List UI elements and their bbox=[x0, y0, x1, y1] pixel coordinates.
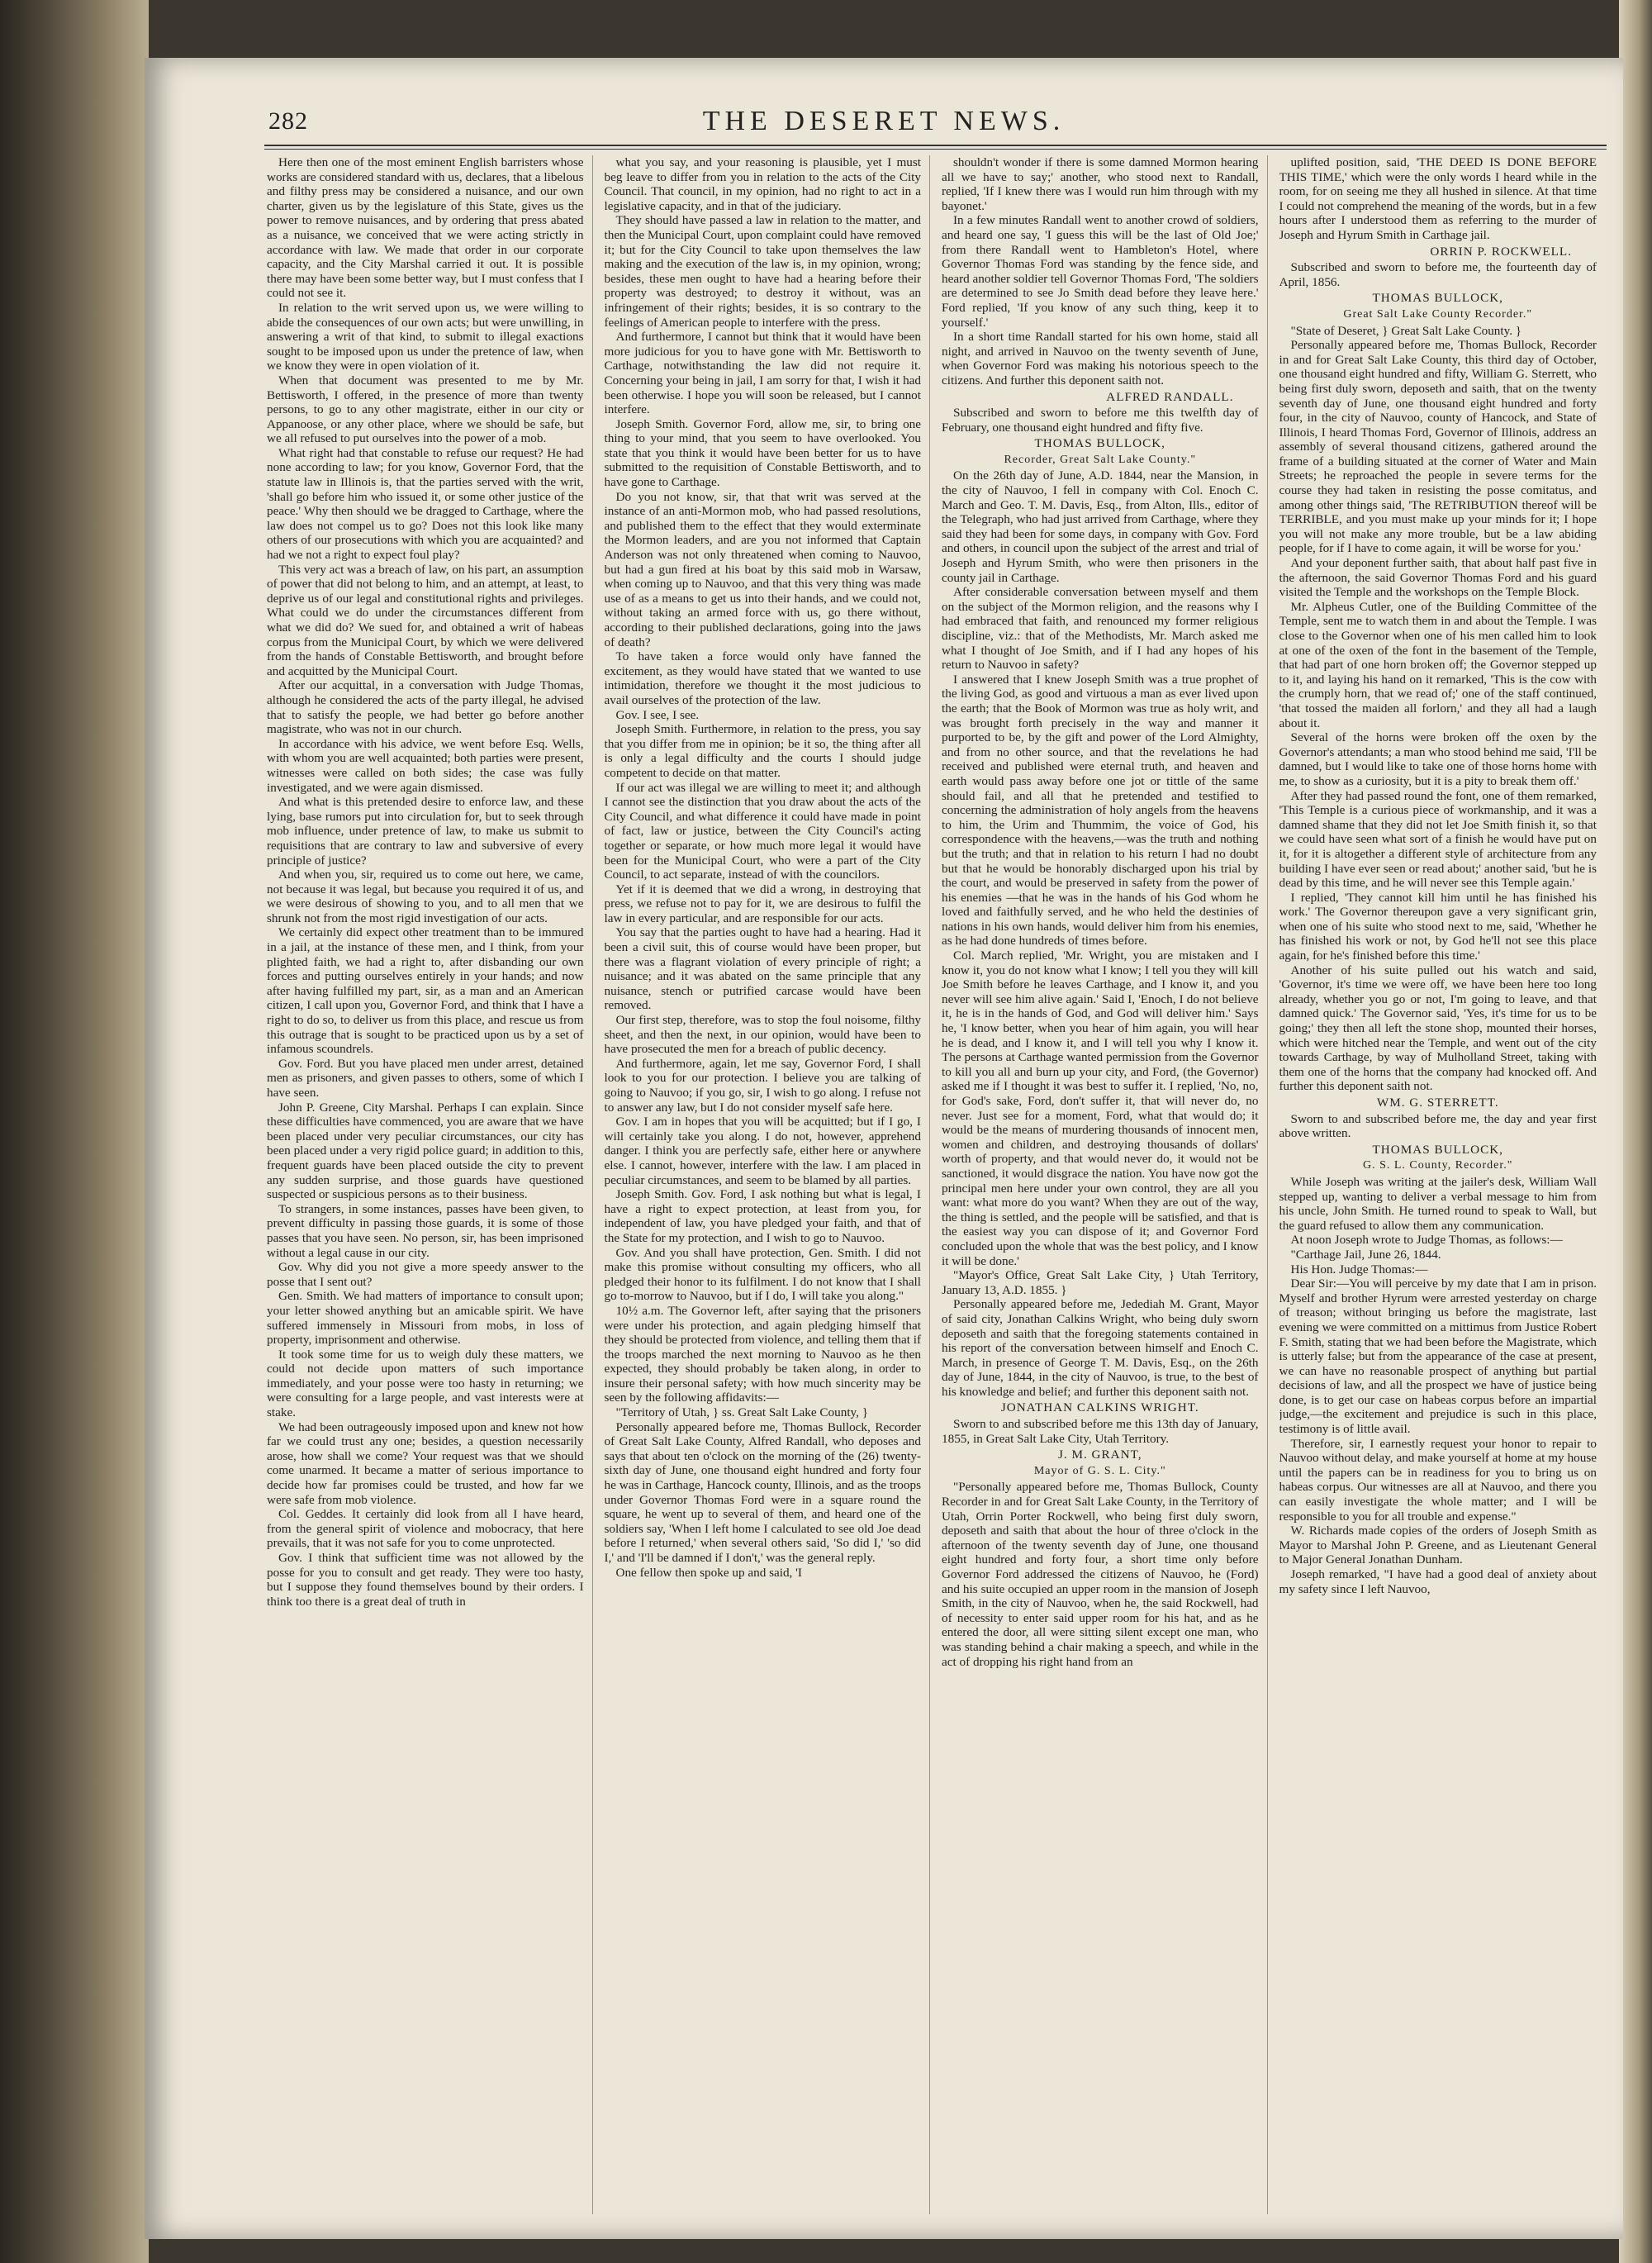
signature-bullock-2: THOMAS BULLOCK, bbox=[1372, 1142, 1503, 1157]
newspaper-page bbox=[145, 58, 1623, 2239]
paragraph: "Carthage Jail, June 26, 1844. bbox=[1290, 1247, 1441, 1262]
paragraph: Our first step, therefore, was to stop the foul noisome, filthy sheet, and then the next, in our opinion, would have been to have prosecuted the men for a breach of public decency. bbox=[604, 1013, 921, 1057]
paragraph: And your deponent further saith, that about half past five in the afternoon, the said Governor Thomas Ford and his guard visited the Temple and the workshops on the Temple Block. bbox=[1279, 556, 1597, 600]
paragraph: Sworn to and subscribed before me this 13th day of January, 1855, in Great Salt Lake City, Utah Territory. bbox=[942, 1417, 1259, 1446]
signature-grant: J. M. GRANT, bbox=[1057, 1448, 1142, 1462]
header-rule bbox=[264, 145, 1607, 150]
signature-rockwell: ORRIN P. ROCKWELL. bbox=[1430, 244, 1572, 259]
paragraph: "Personally appeared before me, Thomas Bullock, County Recorder in and for Great Salt Lake County, in the Territory of Utah, Orrin Porter Rockwell, who being first duly sworn, deposeth and saith that about the hour of three o'clock in the afternoon of the twenty seventh day of June, one thousand eight hundred and forty four, a short time only before Governor Ford addressed the citizens of Nauvoo, he (Ford) and his suite occupied an upper room in the mansion of Joseph Smith, in the city of Nauvoo, when he, the said Rockwell, had of necessity to enter said upper room for his hat, and as he entered the door, all were sitting silent except one man, who was standing behind a chair making a speech, and while in the act of dropping his right hand from an bbox=[942, 1480, 1259, 1669]
paragraph: After our acquittal, in a conversation with Judge Thomas, although he considered the acts of the party illegal, he advised that to satisfy the people, we had better go before another magistrate, who was not in our church. bbox=[267, 678, 584, 737]
paragraph: Col. Geddes. It certainly did look from all I have heard, from the general spirit of violence and mobocracy, that here prevails, that it was not safe for you to come unprotected. bbox=[267, 1507, 584, 1551]
paragraph: And furthermore, again, let me say, Governor Ford, I shall look to you for our protection. I believe you are talking of going to Nauvoo; if you go, sir, I wish to go along. I refuse not to answer any law, but I do not consider myself safe here. bbox=[604, 1056, 921, 1115]
paragraph: One fellow then spoke up and said, 'I bbox=[615, 1565, 802, 1580]
paragraph: And when you, sir, required us to come out here, we came, not because it was legal, but because you required it of us, and we were desirous of showing to you, and to all men that we shrunk not from the most rigid investigation of our acts. bbox=[267, 868, 584, 925]
paragraph: Col. March replied, 'Mr. Wright, you are mistaken and I know it, you do not know what I know; I tell you they will kill Joe Smith before he leaves Carthage, and I know it, and you never will see him alive again.' Said I, 'Enoch, I do not believe it, he is in the hands of God, and God will deliver him.' Says he, 'I know better, when you hear of him again, you will hear he is dead, and I know it, and I will tell you why I know it. The persons at Carthage wanted permission from the Governor to kill you all and burn up your city, and Ford, (the Governor) asked me if I thought it was best to suffer it. I replied, 'No, no, for God's sake, Ford, don't suffer it, that will never do, no never. Just see for a moment, Ford, what that would do; it would be the means of murdering thousands of innocent men, women and children, and destroying thousands of dollars' worth of property, and that would never do, it would not be sanctioned, it would disgrace the nation. You have now got the principal men here under your own control, they are all you want: what more do you want? When they are out of the way, the thing is settled, and the people will be satisfied, and that is the easiest way you can dispose of it; and Governor Ford concluded upon the whole that was the best policy, and I know it will be done.' bbox=[942, 948, 1259, 1268]
paragraph: His Hon. Judge Thomas:— bbox=[1290, 1262, 1428, 1277]
columns bbox=[267, 155, 1605, 2214]
paragraph: Subscribed and sworn to before me this twelfth day of February, one thousand eight hundred and fifty five. bbox=[942, 406, 1259, 435]
paragraph: shouldn't wonder if there is some damned Mormon hearing all we have to say;' another, who stood next to Randall, replied, 'If I knew there was I would run him through with my bayonet.' bbox=[942, 155, 1259, 213]
paragraph: Therefore, sir, I earnestly request your honor to repair to Nauvoo without delay, and make yourself at home at my house until the papers can be in readiness for you to bring us on habeas corpus. Our witnesses are all at Nauvoo, and there you can easily investigate the whole matter; and I will be responsible to you for all trouble and expense." bbox=[1279, 1436, 1597, 1524]
paragraph: We had been outrageously imposed upon and knew not how far we could trust any one; besides, a question necessarily arose, how shall we come? Your request was that we should come unarmed. It became a matter of serious importance to decide how far promises could be trusted, and how far we were safe from mob violence. bbox=[267, 1419, 584, 1507]
paragraph: Dear Sir:—You will perceive by my date that I am in prison. Myself and brother Hyrum were arrested yesterday on charge of treason; without bringing us before the magistrate, last evening we were committed on a mittimus from Justice Robert F. Smith, stating that we had been before the Magistrate, which is utterly false; but from the appearance of the case at present, we can have no reasonable prospect of anything but partial decisions of law, and all the prospect we have of justice being done, is to get our case on habeas corpus before an impartial judge,—the excitement and prejudice is such in this place, testimony is of little avail. bbox=[1279, 1277, 1597, 1437]
signature-bullock-2-title: G. S. L. County, Recorder." bbox=[1362, 1159, 1513, 1172]
paragraph: I replied, 'They cannot kill him until he has finished his work.' The Governor thereupon gave a very significant grin, when one of his suite who stood next to me, said, 'Whether he has finished his work or not, by God he'll not see this place again, for he's finished before this time.' bbox=[1279, 890, 1597, 963]
paragraph: "Territory of Utah, } ss. Great Salt Lake County, } bbox=[615, 1405, 869, 1420]
paragraph: W. Richards made copies of the orders of Joseph Smith as Mayor to Marshal John P. Greene, and as Lieutenant General to Major General Jonathan Dunham. bbox=[1279, 1524, 1597, 1567]
column-3 bbox=[942, 155, 1268, 2214]
paragraph: At noon Joseph wrote to Judge Thomas, as follows:— bbox=[1290, 1233, 1563, 1248]
paragraph: While Joseph was writing at the jailer's desk, William Wall stepped up, wanting to deliver a verbal message to him from his uncle, John Smith. He turned round to speak to Wall, but the guard refused to allow them any communication. bbox=[1279, 1174, 1597, 1233]
paragraph: This very act was a breach of law, on his part, an assumption of power that did not belong to him, and an attempt, at least, to deprive us of our legal and constitutional rights and privileges. What could we do under the circumstances different from what we did do? We sued for, and obtained a writ of habeas corpus from the Municipal Court, by which we were delivered from the hands of Constable Bettisworth, and brought before and acquitted by the Municipal Court. bbox=[267, 562, 584, 678]
paragraph: After they had passed round the font, one of them remarked, 'This Temple is a curious piece of workmanship, and it was a damned shame that they did not let Joe Smith finish it, so that we could have seen what sort of a finish he would have put on it, for it is altogether a different style of architecture from any building I have ever seen or read about;' another said, 'but he is dead by this time, and he will never see this Temple again.' bbox=[1279, 788, 1597, 891]
paragraph: Do you not know, sir, that that writ was served at the instance of an anti-Mormon mob, who had passed resolutions, and published them to the effect that they would exterminate the Mormon leaders, and are you not informed that Captain Anderson was not only threatened when coming to Nauvoo, but had a gun fired at his boat by this said mob in Warsaw, when coming up to Nauvoo, and that this very thing was made use of as a means to get us into their hands, and we could not, without taking an armed force with us, go there without, according to their published declarations, going into the jaws of death? bbox=[604, 489, 921, 649]
paragraph: Gov. I see, I see. bbox=[615, 707, 700, 722]
column-2 bbox=[605, 155, 931, 2214]
paragraph: Sworn to and subscribed before me, the day and year first above written. bbox=[1279, 1111, 1597, 1141]
paragraph: Gov. Ford. But you have placed men under arrest, detained men as prisoners, and given passes to others, some of which I have seen. bbox=[267, 1056, 584, 1100]
signature-bullock: THOMAS BULLOCK, bbox=[1372, 291, 1503, 306]
paragraph: When that document was presented to me by Mr. Bettisworth, I offered, in the presence of more than twenty persons, to go to any other magistrate, either in our city or Appanoose, or any other place, where we should be safe, but we all refused to put ourselves into the power of a mob. bbox=[267, 373, 584, 446]
paragraph: what you say, and your reasoning is plausible, yet I must beg leave to differ from you in relation to the acts of the City Council. That council, in my opinion, had no right to act in a legislative capacity, and in that of the judiciary. bbox=[604, 155, 921, 213]
paragraph: Several of the horns were broken off the oxen by the Governor's attendants; a man who stood behind me said, 'I'll be damned, but I would like to take one of those horns home with me, to show as a curiosity, but it is a pity to break them off.' bbox=[1279, 730, 1597, 788]
book-binding bbox=[0, 0, 149, 2263]
signature-randall: ALFRED RANDALL. bbox=[1106, 389, 1234, 404]
paragraph: I answered that I knew Joseph Smith was a true prophet of the living God, as good and virtuous a man as ever lived upon the earth; that the Book of Mormon was true as holy writ, and was brought forth precisely in the way and manner it purported to be, by the gift and power of the Lord Almighty, and from no other source, and that the revelations he had received and published were eternal truth, and heaven and earth would pass away before one jot or tittle of the same should fail, and all that he pretended and testified to concerning the administration of holy angels from the heavens to him, the Urim and Thummim, the voice of God, his correspondence with the heavens,—was the truth and nothing but the truth; and that in relation to his return I had no doubt but that he would be honorably discharged upon his trial by the court, and would be preserved in safety from the power of his enemies —that he was in the hands of his God whom he loved and faithfully served, and he who held the destinies of nations in his own hands, would deliver him from his enemies, as he had done hundreds of times before. bbox=[942, 672, 1259, 948]
paragraph: And what is this pretended desire to enforce law, and these lying, base rumors put into circulation for, but to seek through mob influence, under pretence of law, to make us submit to requisitions that are contrary to law and subversive of every principle of justice? bbox=[267, 795, 584, 868]
paragraph: You say that the parties ought to have had a hearing. Had it been a civil suit, this of course would have been proper, but there was a flagrant violation of every principle of right; a nuisance; and it was abated on the same principle that any nuisance, stench or putrified carcase would have been removed. bbox=[604, 925, 921, 1013]
paragraph: Gov. And you shall have protection, Gen. Smith. I did not make this promise without consulting my officers, who all pledged their honor to its fulfilment. I do not know that I shall go to-morrow to Nauvoo, but if I do, I will take you along." bbox=[604, 1245, 921, 1304]
paragraph: "Mayor's Office, Great Salt Lake City, } Utah Territory, January 13, A.D. 1855. } bbox=[942, 1268, 1259, 1297]
paragraph: uplifted position, said, 'THE DEED IS DONE BEFORE THIS TIME,' which were the only words I heard while in the room, for on seeing me they all hushed in silence. At that time I could not comprehend the meaning of the words, but in a few hours after I understood them as referring to the murder of Joseph and Hyrum Smith in Carthage jail. bbox=[1279, 155, 1597, 242]
page-number: 282 bbox=[268, 107, 308, 135]
paragraph: John P. Greene, City Marshal. Perhaps I can explain. Since these difficulties have commenced, you are aware that we have been placed under very peculiar circumstances, our city has been placed under a very rigid police guard; in addition to this, frequent guards have been placed outside the city to prevent any sudden surprise, and those guards have questioned suspected or suspicious persons as to their business. bbox=[267, 1100, 584, 1202]
paragraph: Here then one of the most eminent English barristers whose works are considered standard with us, declares, that a libelous and filthy press may be considered a nuisance, and our own charter, given us by the legislature of this State, gives us the power to remove nuisances, and by ordering that press abated as a nuisance, we conceived that we were acting strictly in accordance with law. We made that order in our corporate capacity, and the City Marshal carried it out. It is possible there may have been some better way, but I must confess that I could not see it. bbox=[267, 155, 584, 301]
paragraph: Gov. I think that sufficient time was not allowed by the posse for you to consult and get ready. They were too hasty, but I suppose they found themselves bound by their orders. I think too there is a great deal of truth in bbox=[267, 1551, 584, 1609]
paragraph: Joseph Smith. Furthermore, in relation to the press, you say that you differ from me in opinion; be it so, the thing after all is only a legal difficulty and the courts I should judge competent to decide on that matter. bbox=[604, 722, 921, 780]
paragraph: Gen. Smith. We had matters of importance to consult upon; your letter showed anything but an amicable spirit. We have suffered immensely in Missouri from mobs, in loss of property, imprisonment and otherwise. bbox=[267, 1289, 584, 1348]
masthead: THE DESERET NEWS. bbox=[702, 106, 1066, 136]
signature-wright: JONATHAN CALKINS WRIGHT. bbox=[1000, 1400, 1199, 1415]
paragraph: To have taken a force would only have fanned the excitement, as they would have stated that we wanted to use intimidation, therefore we thought it the most judicious to avail ourselves of the protection of the law. bbox=[604, 649, 921, 707]
paragraph: We certainly did expect other treatment than to be immured in a jail, at the instance of these men, and I think, from your plighted faith, we had a right to, after disbanding our own forces and putting ourselves entirely in your hands; and now after having fulfilled my part, sir, as a man and an American citizen, I call upon you, Governor Ford, and think that I have a right to do so, to deliver us from this place, and rescue us from this outrage that is sought to be practiced upon us by a set of infamous scoundrels. bbox=[267, 925, 584, 1057]
paragraph: In accordance with his advice, we went before Esq. Wells, with whom you are well acquainted; both parties were present, witnesses were called on both sides; the case was fully investigated, and we were again dismissed. bbox=[267, 736, 584, 795]
paragraph: They should have passed a law in relation to the matter, and then the Municipal Court, upon complaint could have removed it; but for the City Council to take upon themselves the law making and the execution of the law is, in my opinion, wrong; besides, these men ought to have had a hearing before their property was destroyed; to destroy it without, was an infringement of their rights; besides, it is so contrary to the feelings of American people to interfere with the press. bbox=[604, 213, 921, 330]
signature-grant-title: Mayor of G. S. L. City." bbox=[1033, 1464, 1166, 1477]
paragraph: To strangers, in some instances, passes have been given, to prevent difficulty in passing those guards, it is some of those passes that you have seen. No person, sir, has been imprisoned without a legal cause in our city. bbox=[267, 1201, 584, 1260]
paragraph: 10½ a.m. The Governor left, after saying that the prisoners were under his protection, and again pledging himself that they should be protected from violence, and telling them that if the troops marched the next morning to Nauvoo as he then expected, they should probably be taken along, in order to insure their personal safety; with how much sincerity may be seen by the following affidavits:— bbox=[604, 1303, 921, 1405]
paragraph: If our act was illegal we are willing to meet it; and although I cannot see the distinction that you draw about the acts of the City Council, and what difference it could have made in point of fact, law or justice, between the City Council's acting together or separate, or how much more legal it would have been for the Municipal Court, who were a part of the City Council, to act separate, instead of with the councilors. bbox=[604, 780, 921, 882]
signature-bullock-title: Recorder, Great Salt Lake County." bbox=[1004, 453, 1197, 466]
paragraph: Gov. Why did you not give a more speedy answer to the posse that I sent out? bbox=[267, 1260, 584, 1289]
paragraph: Joseph remarked, "I have had a good deal of anxiety about my safety since I left Nauvoo, bbox=[1279, 1567, 1597, 1596]
paragraph: On the 26th day of June, A.D. 1844, near the Mansion, in the city of Nauvoo, I fell in company with Col. Enoch C. March and Geo. T. M. Davis, Esq., from Alton, Ills., editor of the Telegraph, who had just arrived from Carthage, where they said they had been for some days, in company with Gov. Ford and others, in council upon the subject of the arrest and trial of Joseph and Hyrum Smith, who were then prisoners in the county jail in Carthage. bbox=[942, 468, 1259, 585]
paragraph: Personally appeared before me, Thomas Bullock, Recorder of Great Salt Lake County, Alfred Randall, who deposes and says that about ten o'clock on the morning of the (26) twenty-sixth day of June, one thousand eight hundred and forty four he was in Carthage, Hancock county, Illinois, and as the troops under Governor Thomas Ford were in a square round the square, he went up to several of them, and heard one of the soldiers say, 'When I left home I calculated to see old Joe dead before I returned,' when several others said, 'So did I,' 'so did I,' and 'I'll be damned if I don't,' was the general reply. bbox=[604, 1419, 921, 1565]
paragraph: After considerable conversation between myself and them on the subject of the Mormon religion, and the reasons why I had embraced that faith, and renounced my former religious discipline, viz.: that of the Methodists, Mr. March asked me what I thought of Joe Smith, and if I had any hopes of his return to Nauvoo in safety? bbox=[942, 585, 1259, 673]
paragraph: Personally appeared before me, Jedediah M. Grant, Mayor of said city, Jonathan Calkins Wright, who being duly sworn deposeth and saith that the foregoing statements contained in his report of the conversation between himself and Enoch C. March, in presence of George T. M. Davis, Esq., on the 26th day of June, 1844, in the city of Nauvoo, is true, to the best of his knowledge and belief; and further this deponent saith not. bbox=[942, 1297, 1259, 1399]
paragraph: In relation to the writ served upon us, we were willing to abide the consequences of our own acts; but were unwilling, in answering a writ of that kind, to submit to illegal exactions sought to be imposed upon us under the pretence of law, when we know they were in open violation of it. bbox=[267, 300, 584, 373]
next-page-edge bbox=[1619, 0, 1652, 2263]
signature-sterrett: WM. G. STERRETT. bbox=[1376, 1096, 1499, 1110]
paragraph: Another of his suite pulled out his watch and said, 'Governor, it's time we were off, we have been here too long already, whether you go or not, I'm going to leave, and that damned quick.' The Governor said, 'Yes, it's time for us to be going;' they then all left the stone shop, mounted their horses, which were hitched near the Temple, and went out of the city towards Carthage, by way of Mulholland Street, taking with them one of the horns that the company had knocked off. And further this deponent saith not. bbox=[1279, 963, 1597, 1094]
paragraph: In a short time Randall started for his own home, staid all night, and arrived in Nauvoo on the twenty seventh of June, when Governor Ford was making his notorious speech to the citizens. And further this deponent saith not. bbox=[942, 330, 1259, 387]
paragraph: Gov. I am in hopes that you will be acquitted; but if I go, I will certainly take you along. I do not, however, apprehend danger. I think you are perfectly safe, either here or anywhere else. I cannot, however, interfere with the law. I am placed in peculiar circumstances, and seem to be blamed by all parties. bbox=[604, 1115, 921, 1187]
signature-bullock-title: Great Salt Lake County Recorder." bbox=[1343, 307, 1533, 321]
column-4 bbox=[1279, 155, 1606, 2214]
column-1 bbox=[267, 155, 593, 2214]
paragraph: Yet if it is deemed that we did a wrong, in destroying that press, we refuse not to pay for it, we are desirous to fulfil the law in every particular, and are responsible for our acts. bbox=[604, 882, 921, 925]
signature-bullock: THOMAS BULLOCK, bbox=[1034, 436, 1165, 451]
paragraph: Subscribed and sworn to before me, the fourteenth day of April, 1856. bbox=[1279, 260, 1597, 289]
paragraph: Joseph Smith. Governor Ford, allow me, sir, to bring one thing to your mind, that you seem to have overlooked. You state that you think it would have been better for us to have submitted to the requisition of Constable Bettisworth, and to have gone to Carthage. bbox=[604, 416, 921, 490]
paragraph: "State of Deseret, } Great Salt Lake County. } bbox=[1290, 323, 1522, 338]
paragraph: Personally appeared before me, Thomas Bullock, Recorder in and for Great Salt Lake County, this third day of October, one thousand eight hundred and fifty, William G. Sterrett, who being first duly sworn, deposeth and saith, that on the twenty seventh day of June, one thousand eight hundred and forty four, in the city of Nauvoo, county of Hancock, and State of Illinois, I heard Thomas Ford, Governor of Illinois, address an assembly of several thousand citizens, gathered around the frame of a building situated at the corner of Water and Main Streets; he reproached the people in severe terms for the course they had taken in resisting the posse comitatus, and among other things said, 'The RETRIBUTION thereof will be TERRIBLE, and you must make up your minds for it; I hope you will not make any more trouble, but be a law abiding people, for if I have to come again, it will be worse for you.' bbox=[1279, 338, 1597, 556]
paragraph: And furthermore, I cannot but think that it would have been more judicious for you to have gone with Mr. Bettisworth to Carthage, notwithstanding the law did not require it. Concerning your being in jail, I am sorry for that, I wish it had been otherwise. I hope you will soon be released, but I cannot interfere. bbox=[604, 330, 921, 417]
paragraph: Mr. Alpheus Cutler, one of the Building Committee of the Temple, sent me to watch them in and about the Temple. I was close to the Governor when one of his men called him to look at one of the oxen of the font in the basement of the Temple, that had part of one horn broken off; the Governor stepped up to it, and laying his hand on it remarked, 'This is the cow with the crumply horn, that we read of;' one of the staff continued, 'that tossed the maiden all forlorn,' and they all had a laugh about it. bbox=[1279, 599, 1597, 730]
paragraph: It took some time for us to weigh duly these matters, we could not decide upon matters of such importance immediately, and your posse were too hasty in returning; we were consulting for a large people, and vast interests were at stake. bbox=[267, 1347, 584, 1420]
paragraph: Joseph Smith. Gov. Ford, I ask nothing but what is legal, I have a right to expect protection, at least from you, for independent of law, you have pledged your faith, and that of the State for my protection, and I wish to go to Nauvoo. bbox=[604, 1187, 921, 1245]
paragraph: What right had that constable to refuse our request? He had none according to law; for you know, Governor Ford, that the statute law in Illinois is, that the parties served with the writ, 'shall go before him who issued it, or some other justice of the peace.' Why then should we be dragged to Carthage, where the law does not compel us to go? Does not this look like many others of our prosecutions with which you are acquainted? and had we not a right to expect foul play? bbox=[267, 445, 584, 563]
paragraph: In a few minutes Randall went to another crowd of soldiers, and heard one say, 'I guess this will be the last of Old Joe;' from there Randall went to Hambleton's Hotel, where Governor Thomas Ford was standing by the fence side, and heard another soldier tell Governor Thomas Ford, 'The soldiers are determined to see Jo Smith dead before they leave here.' Ford replied, 'If you know of any such thing, keep it to yourself.' bbox=[942, 213, 1259, 330]
